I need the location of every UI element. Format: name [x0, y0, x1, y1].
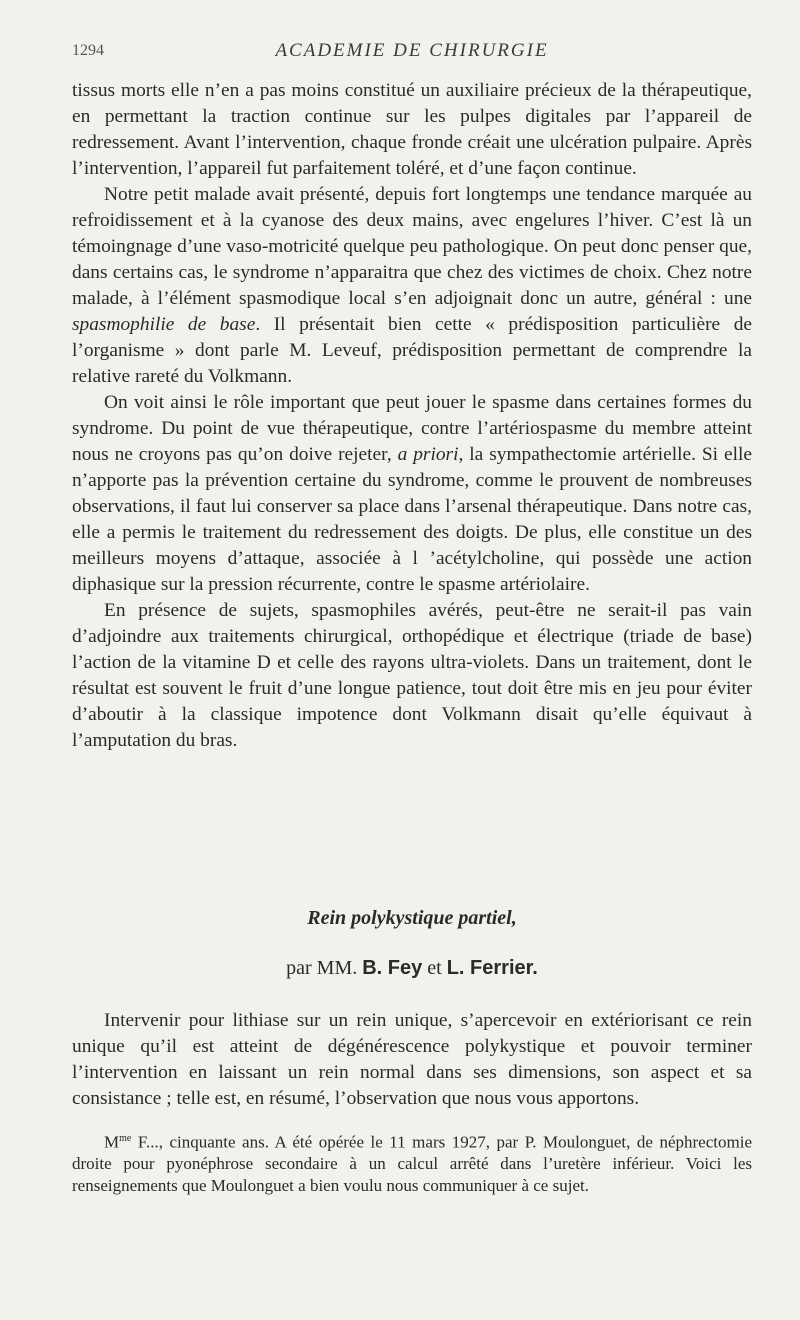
paragraph-3	[72, 390, 752, 598]
paragraph-2-emphasis: spasmophilie de base	[72, 314, 256, 335]
case-report	[72, 1128, 752, 1196]
article-intro: Intervenir pour lithiase sur un rein unique, s’apercevoir en extériorisant ce rein unique qu’il est atteint de dégénérescence polykystique et pouvoir terminer l’intervention en laissant un rein normal dans ses dimensions, son aspect et sa consistance ; telle est, en résumé, l’observation que nous vous apportons.	[72, 1010, 752, 1109]
article-title: Rein polykystique partiel,	[307, 907, 517, 929]
page-header	[72, 40, 752, 64]
paragraph-2-text-b: . Il présentait bien cette « prédisposition particulière de l’organisme » dont parle M. Leveuf, prédisposition permettant de comprendre la relative rareté du Volkmann.	[72, 314, 752, 387]
case-text: F..., cinquante ans. A été opérée le 11 mars 1927, par P. Moulonguet, de néphrectomie droite pour pyonéphrose secondaire à un calcul arrêté dans l’uretère inférieur. Voici les renseignements que Moulonguet a bien voulu nous communiquer à ce sujet.	[72, 1132, 752, 1195]
case-sup: me	[119, 1133, 132, 1144]
paragraph-3-text-a: On voit ainsi le rôle important que peut jouer le spasme dans certaines formes du syndrome. Du point de vue thérapeutique, contre l’artériospasme du membre atteint nous ne croyons pas qu’on doive rejeter,	[72, 392, 752, 465]
byline-and: et	[427, 957, 442, 979]
paragraph-3-text-b: , la sympathectomie artérielle. Si elle n’apporte pas la prévention certaine du syndrome, comme le prouvent de nombreuses observations, il faut lui conserver sa place dans l’arsenal thérapeutique. Dans notre cas, elle a permis le traitement du redressement des doigts. De plus, elle constitue un des meilleurs moyens d’attaque, associée à l ’acétylcholine, qui possède une action diphasique sur la pression récurrente, contre le spasme artériolaire.	[72, 444, 752, 595]
article-byline	[72, 954, 752, 982]
main-text	[72, 78, 752, 754]
article-section	[72, 904, 752, 1196]
author-1: B. Fey	[362, 957, 423, 979]
paragraph-1: tissus morts elle n’en a pas moins constitué un auxiliaire précieux de la thérapeutique, en permettant la traction continue sur les pulpes digitales par l’appareil de redressement. Avant l’intervention, chaque fronde créait une ulcération pulpaire. Après l’intervention, l’appareil fut parfaitement toléré, et d’une façon continue.	[72, 80, 752, 179]
byline-prefix: par MM.	[286, 957, 358, 979]
paragraph-3-emphasis: a priori	[397, 444, 459, 465]
paragraph-2	[72, 182, 752, 390]
page-number: 1294	[72, 42, 104, 59]
paragraph-2-text-a: Notre petit malade avait présenté, depuis fort longtemps une tendance marquée au refroidissement et à la cyanose des deux mains, avec engelures l’hiver. C’est là un témoingnage d’une vaso-motricité quelque peu pathologique. On peut donc penser que, dans certains cas, le syndrome n’apparaitra que chez des victimes de choix. Chez notre malade, à l’élément spasmodique local s’en adjoignait donc un autre, général : une	[72, 184, 752, 309]
paragraph-4: En présence de sujets, spasmophiles avérés, peut-être ne serait-il pas vain d’adjoindre aux traitements chirurgical, orthopédique et électrique (triade de base) l’action de la vitamine D et celle des rayons ultra-violets. Dans un traitement, dont le résultat est souvent le fruit d’une longue patience, tout doit être mis en jeu pour éviter d’aboutir à la classique impotence dont Volkmann disait qu’elle équivaut à l’amputation du bras.	[72, 600, 752, 751]
running-title: ACADEMIE DE CHIRURGIE	[275, 40, 549, 61]
case-m: M	[104, 1132, 120, 1152]
author-2: L. Ferrier.	[446, 957, 538, 979]
